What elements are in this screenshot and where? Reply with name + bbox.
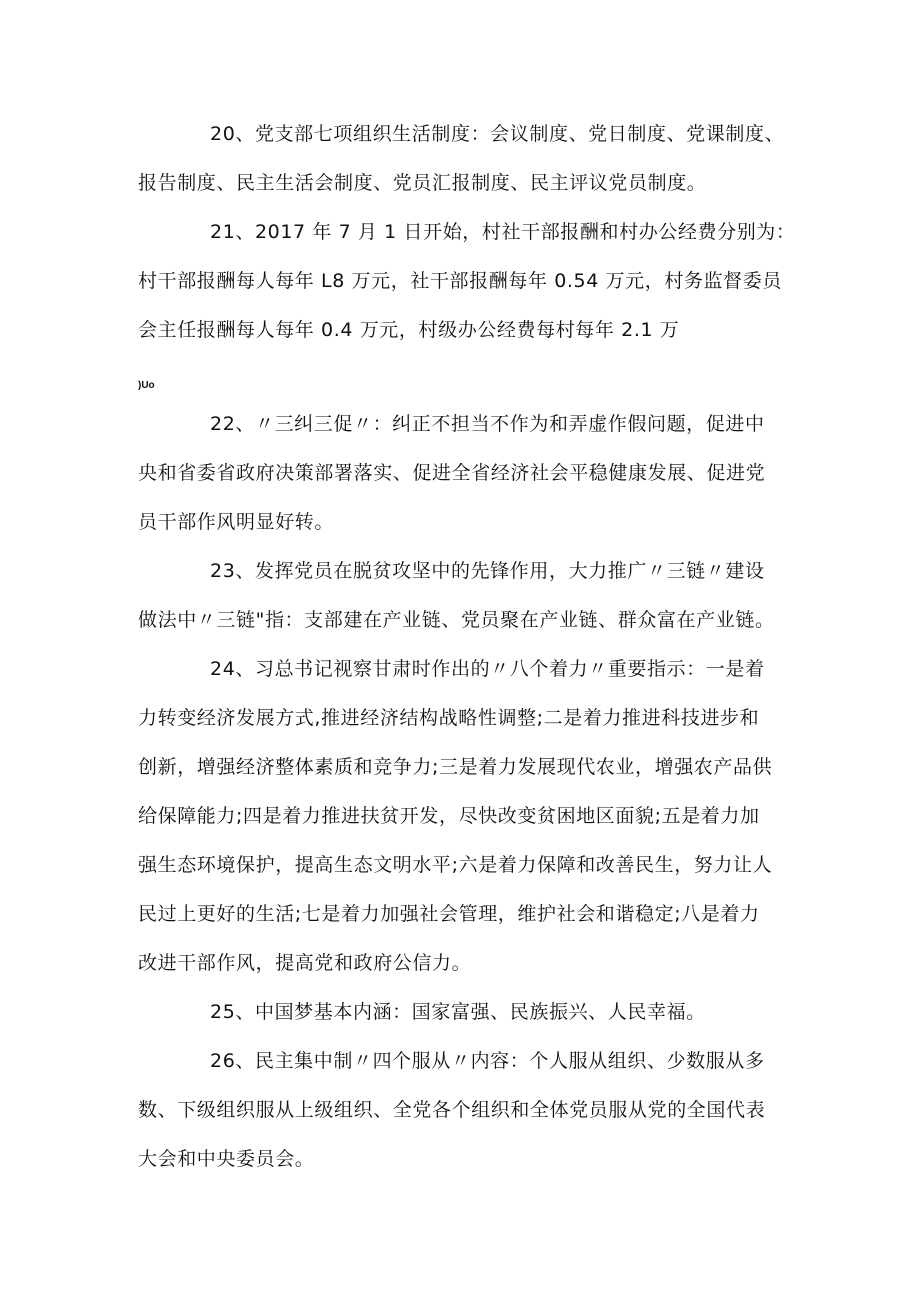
paragraph-23-line-1: 23、发挥党员在脱贫攻坚中的先锋作用，大力推广〃三链〃建设 [210, 560, 765, 582]
stray-ocr-mark: )Uo [138, 380, 155, 391]
paragraph-24-line-3: 创新，增强经济整体素质和竞争力;三是着力发展现代农业，增强农产品供 [138, 756, 773, 778]
paragraph-24-line-1: 24、习总书记视察甘肃时作出的〃八个着力〃重要指示：一是着 [210, 658, 765, 680]
paragraph-26-line-2: 数、下级组织服从上级组织、全党各个组织和全体党员服从党的全国代表 [138, 1099, 766, 1121]
paragraph-21-line-2: 村干部报酬每人每年 L8 万元，社干部报酬每年 0.54 万元，村务监督委员 [138, 270, 782, 292]
paragraph-21-line-1: 21、2017 年 7 月 1 日开始，村社干部报酬和村办公经费分别为： [210, 221, 796, 243]
paragraph-22-line-1: 22、〃三纠三促〃：纠正不担当不作为和弄虚作假问题，促进中 [210, 413, 765, 435]
paragraph-26-line-3: 大会和中央委员会。 [138, 1148, 315, 1170]
paragraph-25-line-1: 25、中国梦基本内涵：国家富强、民族振兴、人民幸福。 [210, 1001, 706, 1023]
paragraph-24-line-4: 给保障能力;四是着力推进扶贫开发，尽快改变贫困地区面貌;五是着力加 [138, 805, 760, 827]
paragraph-22-line-2: 央和省委省政府决策部署落实、促进全省经济社会平稳健康发展、促进党 [138, 462, 766, 484]
paragraph-24-line-5: 强生态环境保护，提高生态文明水平;六是着力保障和改善民生，努力让人 [138, 854, 773, 876]
paragraph-21-line-3: 会主任报酬每人每年 0.4 万元，村级办公经费每村每年 2.1 万 [138, 319, 680, 341]
paragraph-20-line-1: 20、党支部七项组织生活制度：会议制度、党日制度、党课制度、 [210, 123, 785, 145]
paragraph-23-line-2: 做法中〃三链"指：支部建在产业链、党员聚在产业链、群众富在产业链。 [138, 609, 775, 631]
paragraph-20-line-2: 报告制度、民主生活会制度、党员汇报制度、民主评议党员制度。 [138, 172, 707, 194]
paragraph-22-line-3: 员干部作风明显好转。 [138, 511, 335, 533]
paragraph-24-line-7: 改进干部作风，提高党和政府公信力。 [138, 952, 472, 974]
paragraph-24-line-6: 民过上更好的生活;七是着力加强社会管理，维护社会和谐稳定;八是着力 [138, 903, 760, 925]
paragraph-26-line-1: 26、民主集中制〃四个服从〃内容：个人服从组织、少数服从多 [210, 1050, 765, 1072]
paragraph-24-line-2: 力转变经济发展方式,推进经济结构战略性调整;二是着力推进科技进步和 [138, 707, 760, 729]
